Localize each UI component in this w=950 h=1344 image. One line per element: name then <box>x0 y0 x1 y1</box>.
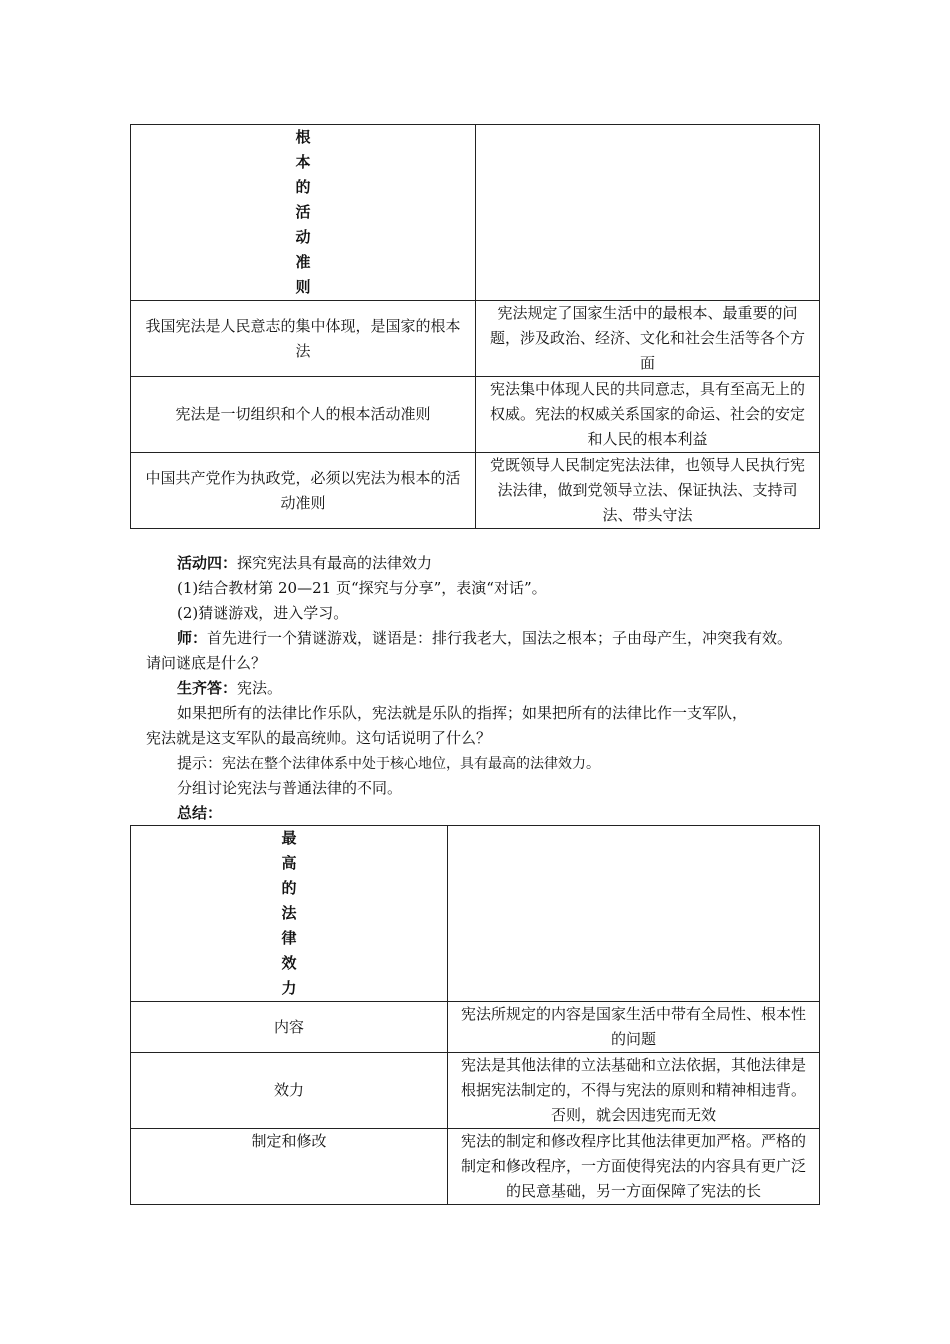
table-cell: 制定和修改 <box>131 1129 448 1205</box>
summary-table-2 <box>130 825 820 1205</box>
table1-vertical-header <box>131 125 476 301</box>
vchar: 准 <box>295 253 311 271</box>
activity4-step2: (2)猜谜游戏，进入学习。 <box>177 604 349 622</box>
table-cell: 中国共产党作为执政党，必须以宪法为根本的活动准则 <box>131 453 476 529</box>
table-cell: 效力 <box>131 1053 448 1129</box>
vchar: 力 <box>281 979 297 997</box>
vchar: 高 <box>281 854 297 872</box>
table-cell: 宪法的制定和修改程序比其他法律更加严格。严格的制定和修改程序，一方面使得宪法的内容具有更广泛的民意基础，另一方面保障了宪法的长 <box>448 1129 820 1205</box>
hint-line <box>146 751 857 777</box>
student-text: 宪法。 <box>237 679 283 697</box>
hint-text: 宪法在整个法律体系中处于核心地位，具有最高的法律效力。 <box>222 756 601 772</box>
vchar: 最 <box>281 829 297 847</box>
vchar: 活 <box>295 203 311 221</box>
vchar: 的 <box>281 879 297 897</box>
table-cell: 宪法是一切组织和个人的根本活动准则 <box>131 377 476 453</box>
table1-header-empty-cell <box>476 125 820 301</box>
table2-header-empty-cell <box>448 826 820 1002</box>
student-line <box>146 676 857 701</box>
analogy-line-1: 如果把所有的法律比作乐队，宪法就是乐队的指挥；如果把所有的法律比作一支军队， <box>177 704 748 722</box>
analogy-line-2: 宪法就是这支军队的最高统帅。这句话说明了什么？ <box>146 729 492 747</box>
vchar: 则 <box>295 278 311 296</box>
table2-vertical-header <box>131 826 448 1002</box>
teacher-line <box>146 626 857 651</box>
table-cell: 宪法集中体现人民的共同意志，具有至高无上的权威。宪法的权威关系国家的命运、社会的安定和人民的根本利益 <box>476 377 820 453</box>
vchar: 动 <box>295 228 311 246</box>
vchar: 效 <box>281 954 297 972</box>
teacher-text: 首先进行一个猜谜游戏，谜语是：排行我老大，国法之根本；子由母产生，冲突我有效。 <box>207 629 793 647</box>
table-cell: 宪法规定了国家生活中的最根本、最重要的问题，涉及政治、经济、文化和社会生活等各个方面 <box>476 301 820 377</box>
vchar: 本 <box>295 153 311 171</box>
vchar: 法 <box>281 904 297 922</box>
table-cell: 宪法所规定的内容是国家生活中带有全局性、根本性的问题 <box>448 1002 820 1053</box>
summary-table-1 <box>130 124 820 529</box>
group-discussion: 分组讨论宪法与普通法律的不同。 <box>177 779 403 797</box>
activity4-label: 活动四： <box>177 554 238 572</box>
teacher-label: 师： <box>177 629 208 647</box>
activity4-step1: (1)结合教材第 20—21 页“探究与分享”，表演“对话”。 <box>177 579 547 597</box>
hint-label: 提示： <box>177 754 223 772</box>
activity4-title-text: 探究宪法具有最高的法律效力 <box>237 554 433 572</box>
vchar: 律 <box>281 929 297 947</box>
summary-label: 总结： <box>177 804 223 822</box>
teacher-line-2: 请问谜底是什么？ <box>146 654 267 672</box>
vchar: 的 <box>295 178 311 196</box>
student-label: 生齐答： <box>177 679 238 697</box>
activity4-title <box>146 551 857 576</box>
vchar: 根 <box>295 128 311 146</box>
table-cell: 宪法是其他法律的立法基础和立法依据，其他法律是根据宪法制定的，不得与宪法的原则和精神相违背。否则，就会因违宪而无效 <box>448 1053 820 1129</box>
table-cell: 我国宪法是人民意志的集中体现，是国家的根本法 <box>131 301 476 377</box>
table-cell: 内容 <box>131 1002 448 1053</box>
table-cell: 党既领导人民制定宪法法律，也领导人民执行宪法法律，做到党领导立法、保证执法、支持司法、带头守法 <box>476 453 820 529</box>
